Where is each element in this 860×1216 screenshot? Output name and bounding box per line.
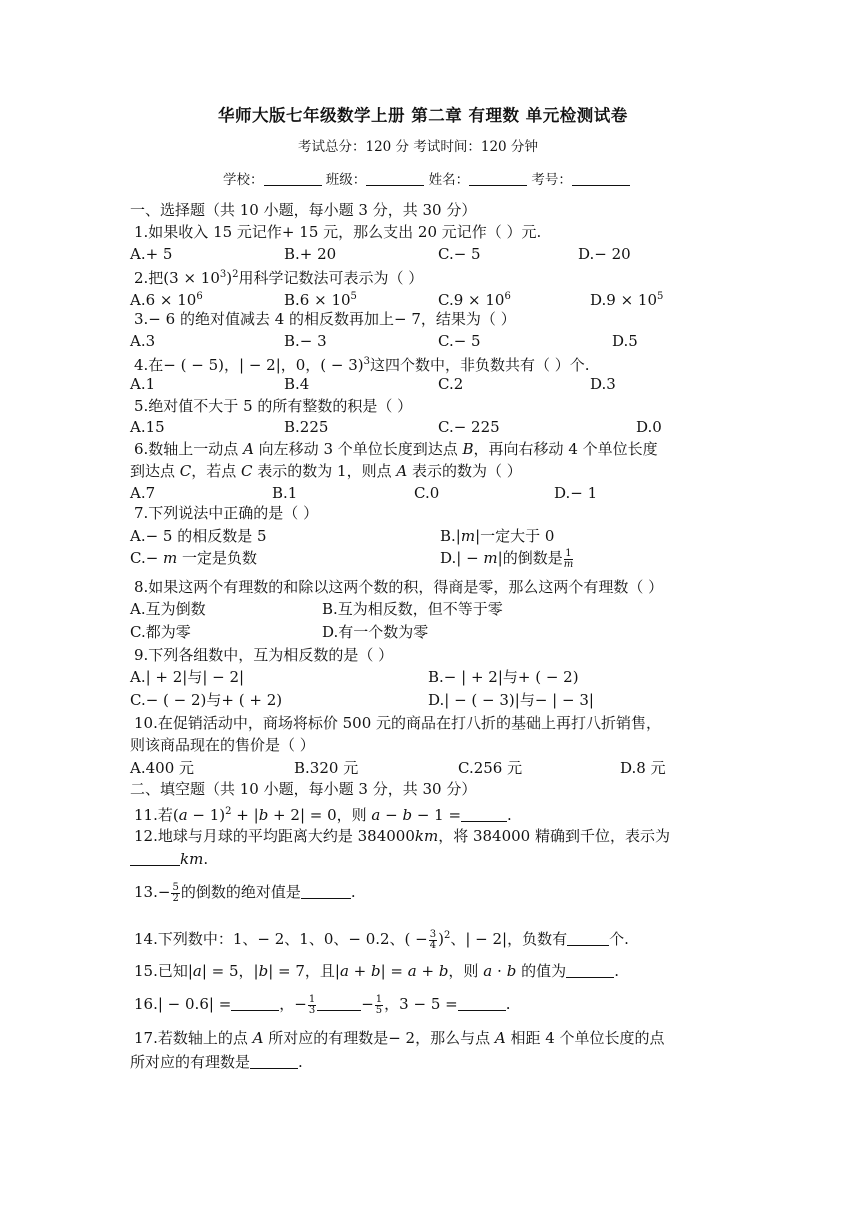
answer-blank[interactable] xyxy=(130,851,180,866)
student-info-fields xyxy=(223,170,630,190)
option: A.3 xyxy=(130,332,156,350)
option: B.1 xyxy=(272,484,298,502)
school-label: 学校： xyxy=(223,172,264,188)
question-stem-cont: 所对应的有理数是 . xyxy=(130,1053,303,1071)
section-heading: 二、填空题（共 10 小题，每小题 3 分，共 30 分） xyxy=(130,780,477,798)
option: C.2 xyxy=(438,375,464,393)
number-label: 考号： xyxy=(527,172,572,188)
question-stem-cont: 𝑘𝑚. xyxy=(130,849,208,869)
answer-blank[interactable] xyxy=(301,884,351,899)
option: D.− 1 xyxy=(554,484,598,502)
name-label: 姓名： xyxy=(424,172,470,188)
option: B.320 元 xyxy=(294,759,359,777)
question-stem: 1.如果收入 15 元记作+ 15 元，那么支出 20 元记作（ ）元. xyxy=(134,223,542,241)
question-stem: 17.若数轴上的点 𝐴 所对应的有理数是− 2，那么与点 𝐴 相距 4 个单位长度的点 xyxy=(134,1029,665,1047)
class-label: 班级： xyxy=(321,172,367,188)
option: $A.6 \times 10^6$ xyxy=(130,291,203,309)
question-stem: 3.− 6 的绝对值减去 4 的相反数再加上− 7，结果为（ ） xyxy=(134,310,516,328)
option: C.都为零 xyxy=(130,623,191,641)
option: D.| − 𝑚|的倒数是 $\frac{1}{\text{𝑚}}$ xyxy=(440,547,574,570)
question-stem: 4.在− ( − 5)，| − 2|，0，( − 3)$^3$这四个数中，非负数共有（ ）个. xyxy=(134,356,590,374)
question-stem-cont: 则该商品现在的售价是（ ） xyxy=(130,736,315,754)
option: A.1 xyxy=(130,375,156,393)
class-blank[interactable] xyxy=(366,171,424,186)
option: $B.6 \times 10^5$ xyxy=(284,291,357,309)
option: B.+ 20 xyxy=(284,245,337,263)
answer-blank[interactable] xyxy=(567,931,609,946)
school-blank[interactable] xyxy=(264,171,322,186)
option: A.| + 2|与| − 2| xyxy=(130,668,245,686)
question-stem: 8.如果这两个有理数的和除以这两个数的积，得商是零，那么这两个有理数（ ） xyxy=(134,578,664,596)
answer-blank[interactable] xyxy=(461,807,507,822)
option: D.− 20 xyxy=(578,245,631,263)
option: C.− ( − 2)与+ ( + 2) xyxy=(130,691,283,709)
section-heading: 一、选择题（共 10 小题，每小题 3 分，共 30 分） xyxy=(130,201,477,219)
question-stem: 6.数轴上一动点 𝐴 向左移动 3 个单位长度到达点 𝐵，再向右移动 4 个单位长度 xyxy=(134,440,658,458)
option: C.256 元 xyxy=(458,759,523,777)
page-title: 华师大版七年级数学上册 第二章 有理数 单元检测试卷 xyxy=(218,106,628,125)
question-stem: 14.下列数中：1、− 2、1、0、− 0.2、( − $\frac{3}{4}$ )$^2$、| − 2|，负数有 个. xyxy=(134,928,629,951)
option: D.5 xyxy=(612,332,638,350)
question-stem: 2.把$(3 \times 10^3)^2$用科学记数法可表示为（ ） xyxy=(134,269,424,287)
option: C.− 225 xyxy=(438,418,500,436)
option: D.有一个数为零 xyxy=(322,623,429,641)
option: C.− 5 xyxy=(438,332,481,350)
option: B.− | + 2|与+ ( − 2) xyxy=(428,668,579,686)
question-stem: 5.绝对值不大于 5 的所有整数的积是（ ） xyxy=(134,397,413,415)
option: $C.9 \times 10^6$ xyxy=(438,291,511,309)
question-stem: 16.| − 0.6| = ，− $\frac{1}{3}$ − $\frac{1}{5}$ ，3 − 5 = . xyxy=(134,993,511,1016)
fraction: $\frac{1}{\text{𝑚}}$ xyxy=(563,547,574,570)
question-stem-cont: 到达点 𝐶，若点 𝐶 表示的数为 1，则点 𝐴 表示的数为（ ） xyxy=(130,462,522,480)
fraction: $\frac{1}{5}$ xyxy=(375,993,383,1016)
option: D.| − ( − 3)|与− | − 3| xyxy=(428,691,594,709)
answer-blank[interactable] xyxy=(231,996,279,1011)
option: A.15 xyxy=(130,418,165,436)
option: A.− 5 的相反数是 5 xyxy=(130,527,267,545)
option: A.400 元 xyxy=(130,759,194,777)
option: B.|𝑚|一定大于 0 xyxy=(440,527,555,545)
option: A.7 xyxy=(130,484,156,502)
fraction: $\frac{3}{4}$ xyxy=(429,928,437,951)
question-stem: 10.在促销活动中，商场将标价 500 元的商品在打八折的基础上再打八折销售， xyxy=(134,714,662,732)
option: A.+ 5 xyxy=(130,245,173,263)
option: D.0 xyxy=(636,418,662,436)
question-stem: 13.− $\frac{5}{2}$ 的倒数的绝对值是 . xyxy=(134,881,356,904)
option: B.− 3 xyxy=(284,332,327,350)
question-stem: 15.已知|𝑎| = 5，|𝑏| = 7，且|𝑎 + 𝑏| = 𝑎 + 𝑏，则 𝑎 ⋅ 𝑏 的值为 . xyxy=(134,962,619,980)
option: C.− 𝑚 一定是负数 xyxy=(130,549,258,567)
answer-blank[interactable] xyxy=(566,963,614,978)
option: C.− 5 xyxy=(438,245,481,263)
question-stem: 7.下列说法中正确的是（ ） xyxy=(134,504,319,522)
option: D.3 xyxy=(590,375,616,393)
number-blank[interactable] xyxy=(572,171,630,186)
exam-info: 考试总分：120 分 考试时间：120 分钟 xyxy=(298,139,538,155)
answer-blank[interactable] xyxy=(458,996,506,1011)
answer-blank[interactable] xyxy=(250,1054,298,1069)
question-stem: 11.若(𝑎 − 1)$^2$ + |𝑏 + 2| = 0，则 𝑎 − 𝑏 − 1 = . xyxy=(134,806,512,824)
fraction: $\frac{1}{3}$ xyxy=(308,993,316,1016)
option: B.互为相反数，但不等于零 xyxy=(322,600,503,618)
question-stem: 12.地球与月球的平均距离大约是 384000𝑘𝑚，将 384000 精确到千位，表示为 xyxy=(134,827,670,845)
answer-blank[interactable] xyxy=(317,996,361,1011)
option: A.互为倒数 xyxy=(130,600,206,618)
name-blank[interactable] xyxy=(469,171,527,186)
option: C.0 xyxy=(414,484,440,502)
question-stem: 9.下列各组数中，互为相反数的是（ ） xyxy=(134,646,394,664)
option: B.225 xyxy=(284,418,329,436)
option: D.8 元 xyxy=(620,759,666,777)
option: B.4 xyxy=(284,375,310,393)
option: $D.9 \times 10^5$ xyxy=(590,291,664,309)
fraction: $\frac{5}{2}$ xyxy=(172,881,179,904)
